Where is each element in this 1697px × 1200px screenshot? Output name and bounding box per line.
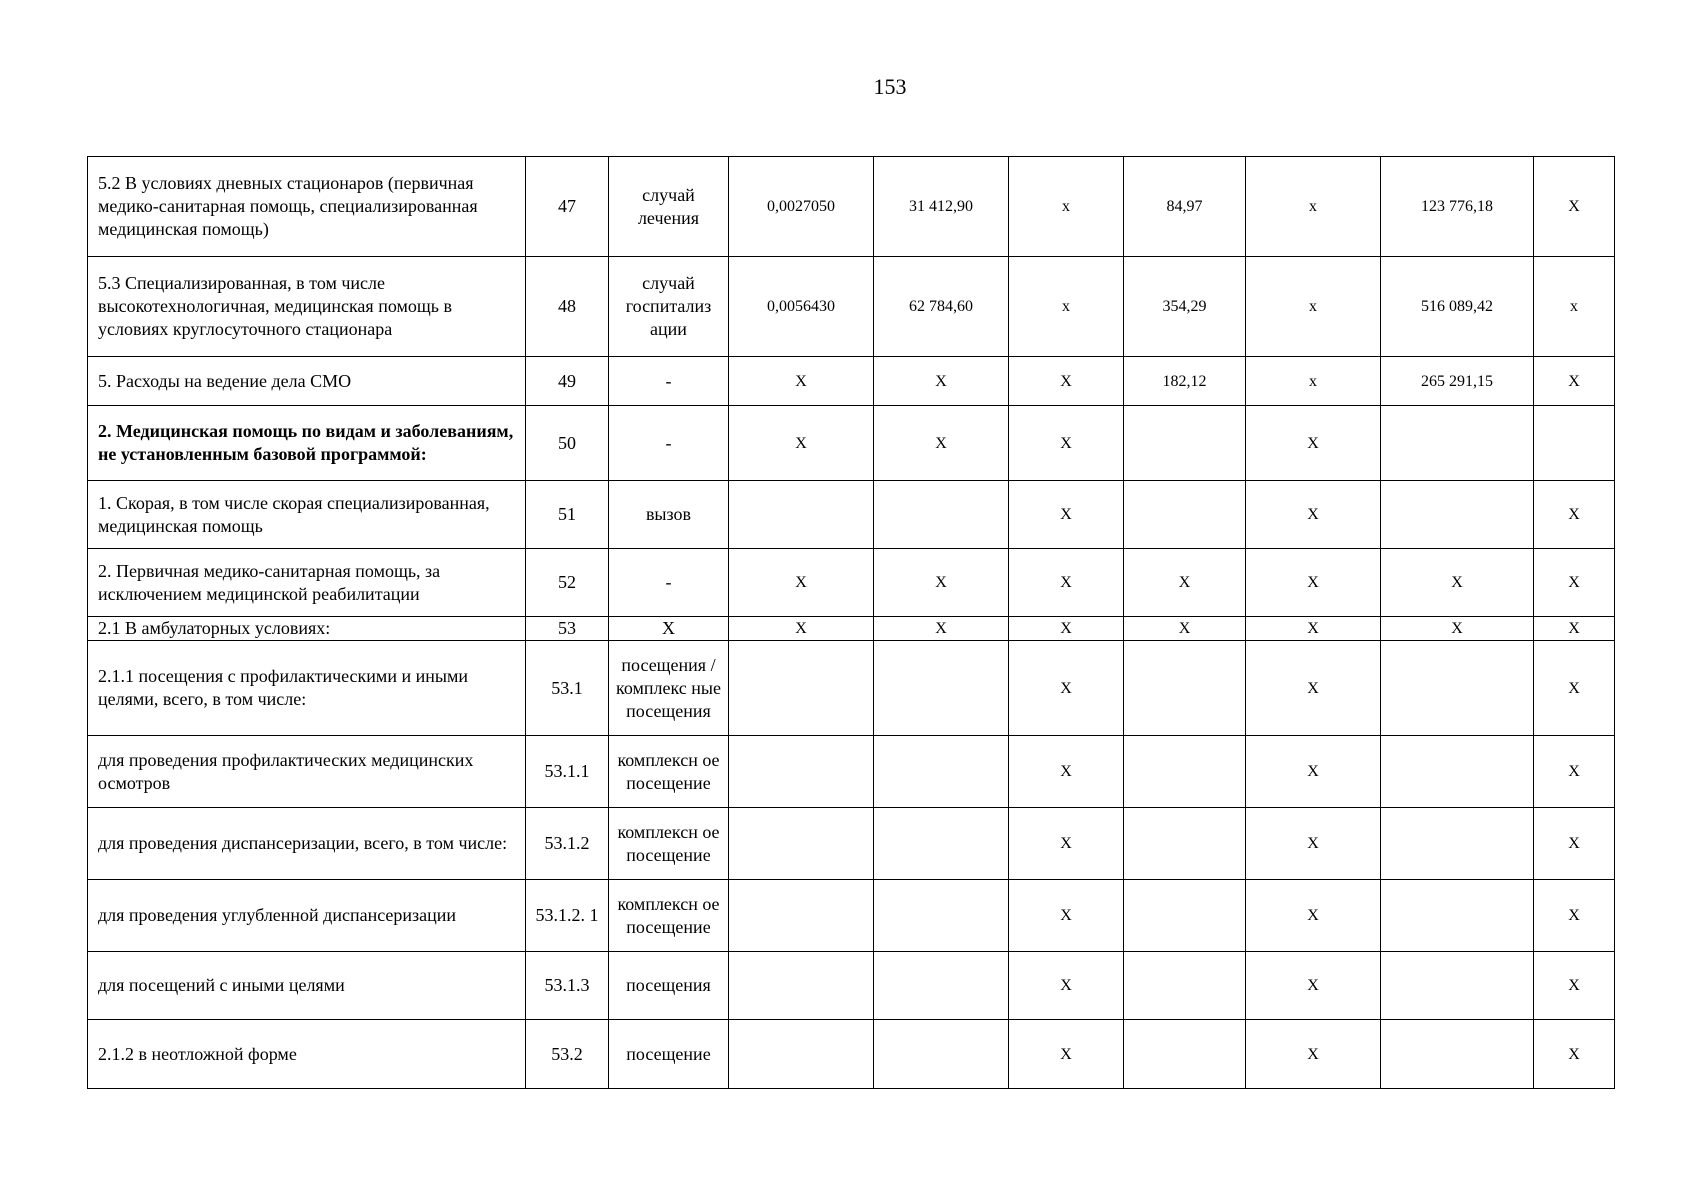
cell-col7: 84,97 <box>1124 157 1246 257</box>
cell-col7: 182,12 <box>1124 357 1246 406</box>
page-number: 153 <box>873 74 907 99</box>
cell-col8: X <box>1246 736 1381 808</box>
cell-col10: X <box>1534 736 1615 808</box>
cell-code: 53.1 <box>526 641 609 736</box>
cell-col6: X <box>1009 736 1124 808</box>
cell-col10: X <box>1534 1020 1615 1089</box>
table-row <box>88 880 1615 952</box>
cell-unit: посещение <box>609 1020 729 1089</box>
cell-col7: 354,29 <box>1124 257 1246 357</box>
cell-code: 53.1.2. 1 <box>526 880 609 952</box>
cell-code: 52 <box>526 549 609 617</box>
cell-col8: X <box>1246 617 1381 641</box>
cell-col6: X <box>1009 808 1124 880</box>
cell-code: 53 <box>526 617 609 641</box>
cell-col10 <box>1534 406 1615 481</box>
cell-col5 <box>874 736 1009 808</box>
cell-col4 <box>729 880 874 952</box>
cell-name: для проведения диспансеризации, всего, в том числе: <box>88 808 526 880</box>
cell-unit: посещения <box>609 952 729 1020</box>
cell-col9: 516 089,42 <box>1381 257 1534 357</box>
cell-col8: X <box>1246 641 1381 736</box>
cell-unit: - <box>609 357 729 406</box>
cell-col8: X <box>1246 1020 1381 1089</box>
cell-col4: 0,0056430 <box>729 257 874 357</box>
cell-col10: X <box>1534 481 1615 549</box>
cell-col7 <box>1124 406 1246 481</box>
table-row <box>88 481 1615 549</box>
cell-col9 <box>1381 406 1534 481</box>
cell-col4: X <box>729 617 874 641</box>
cell-unit: - <box>609 406 729 481</box>
cell-unit: - <box>609 549 729 617</box>
cell-col9 <box>1381 880 1534 952</box>
cell-name: 5.3 Специализированная, в том числе высокотехнологичная, медицинская помощь в условиях круглосуточного стационара <box>88 257 526 357</box>
cell-col4: X <box>729 549 874 617</box>
cell-col6: X <box>1009 641 1124 736</box>
cell-name: 2. Первичная медико-санитарная помощь, за исключением медицинской реабилитации <box>88 549 526 617</box>
cell-col8: X <box>1246 808 1381 880</box>
cell-unit: посещения /комплекс ные посещения <box>609 641 729 736</box>
cell-col9 <box>1381 808 1534 880</box>
cell-col5: X <box>874 549 1009 617</box>
cell-code: 53.2 <box>526 1020 609 1089</box>
cell-col7 <box>1124 952 1246 1020</box>
cell-col8: x <box>1246 357 1381 406</box>
cell-name: 2.1.2 в неотложной форме <box>88 1020 526 1089</box>
cell-col7: X <box>1124 617 1246 641</box>
cell-col4 <box>729 481 874 549</box>
cell-name: 5.2 В условиях дневных стационаров (первичная медико-санитарная помощь, специализированная медицинская помощь) <box>88 157 526 257</box>
cell-unit: X <box>609 617 729 641</box>
cell-col7 <box>1124 808 1246 880</box>
cell-col8: X <box>1246 880 1381 952</box>
table-row <box>88 808 1615 880</box>
cell-code: 47 <box>526 157 609 257</box>
cell-col5 <box>874 880 1009 952</box>
cell-col4 <box>729 808 874 880</box>
table-row <box>88 157 1615 257</box>
cell-code: 53.1.3 <box>526 952 609 1020</box>
cell-col6: x <box>1009 257 1124 357</box>
cell-col5 <box>874 808 1009 880</box>
cell-unit: вызов <box>609 481 729 549</box>
cell-col5: X <box>874 617 1009 641</box>
cell-col6: x <box>1009 157 1124 257</box>
cell-unit: комплексн ое посещение <box>609 808 729 880</box>
cell-col9: X <box>1381 549 1534 617</box>
cell-col9 <box>1381 641 1534 736</box>
cell-col7 <box>1124 736 1246 808</box>
cell-name: 1. Скорая, в том числе скорая специализированная, медицинская помощь <box>88 481 526 549</box>
cell-col9 <box>1381 952 1534 1020</box>
cell-unit: случай лечения <box>609 157 729 257</box>
table-row <box>88 357 1615 406</box>
cell-col7 <box>1124 880 1246 952</box>
table-row <box>88 617 1615 641</box>
cell-col4 <box>729 641 874 736</box>
data-table <box>87 156 1615 1089</box>
table-row <box>88 952 1615 1020</box>
cell-col5: 62 784,60 <box>874 257 1009 357</box>
cell-col9 <box>1381 736 1534 808</box>
cell-col8: x <box>1246 157 1381 257</box>
cell-unit: случай госпитализ ации <box>609 257 729 357</box>
cell-col6: X <box>1009 952 1124 1020</box>
cell-code: 48 <box>526 257 609 357</box>
cell-col6: X <box>1009 357 1124 406</box>
cell-col4: X <box>729 406 874 481</box>
cell-col9: 265 291,15 <box>1381 357 1534 406</box>
cell-col8: X <box>1246 481 1381 549</box>
cell-col7 <box>1124 1020 1246 1089</box>
cell-col6: X <box>1009 617 1124 641</box>
cell-col9 <box>1381 481 1534 549</box>
cell-code: 49 <box>526 357 609 406</box>
cell-col5 <box>874 1020 1009 1089</box>
cell-col5: X <box>874 406 1009 481</box>
cell-name: 2.1.1 посещения с профилактическими и иными целями, всего, в том числе: <box>88 641 526 736</box>
cell-code: 53.1.1 <box>526 736 609 808</box>
cell-col9: 123 776,18 <box>1381 157 1534 257</box>
cell-col6: X <box>1009 481 1124 549</box>
cell-col10: X <box>1534 617 1615 641</box>
cell-name: 5. Расходы на ведение дела СМО <box>88 357 526 406</box>
cell-col7: X <box>1124 549 1246 617</box>
cell-col10: X <box>1534 952 1615 1020</box>
cell-col6: X <box>1009 1020 1124 1089</box>
table-row <box>88 1020 1615 1089</box>
cell-name: для проведения профилактических медицинских осмотров <box>88 736 526 808</box>
cell-col5 <box>874 641 1009 736</box>
cell-unit: комплексн ое посещение <box>609 736 729 808</box>
cell-col7 <box>1124 641 1246 736</box>
cell-col7 <box>1124 481 1246 549</box>
cell-col9 <box>1381 1020 1534 1089</box>
cell-name: для посещений с иными целями <box>88 952 526 1020</box>
cell-code: 50 <box>526 406 609 481</box>
cell-col6: X <box>1009 549 1124 617</box>
cell-col4 <box>729 736 874 808</box>
cell-col8: X <box>1246 952 1381 1020</box>
cell-col10: X <box>1534 357 1615 406</box>
cell-col10: X <box>1534 641 1615 736</box>
cell-col10: x <box>1534 257 1615 357</box>
cell-col5 <box>874 952 1009 1020</box>
cell-name: 2.1 В амбулаторных условиях: <box>88 617 526 641</box>
cell-col10: X <box>1534 157 1615 257</box>
table-row <box>88 257 1615 357</box>
cell-col4 <box>729 1020 874 1089</box>
cell-col10: X <box>1534 880 1615 952</box>
table-row <box>88 641 1615 736</box>
cell-code: 51 <box>526 481 609 549</box>
cell-col6: X <box>1009 406 1124 481</box>
table-row <box>88 549 1615 617</box>
cell-name: 2. Медицинская помощь по видам и заболеваниям, не установленным базовой программой: <box>88 406 526 481</box>
cell-col10: X <box>1534 549 1615 617</box>
cell-col6: X <box>1009 880 1124 952</box>
cell-col4 <box>729 952 874 1020</box>
cell-col8: x <box>1246 257 1381 357</box>
cell-code: 53.1.2 <box>526 808 609 880</box>
cell-col8: X <box>1246 406 1381 481</box>
cell-col5 <box>874 481 1009 549</box>
cell-col5: 31 412,90 <box>874 157 1009 257</box>
cell-col4: 0,0027050 <box>729 157 874 257</box>
table-row <box>88 406 1615 481</box>
table-row <box>88 736 1615 808</box>
cell-name: для проведения углубленной диспансеризации <box>88 880 526 952</box>
cell-col8: X <box>1246 549 1381 617</box>
cell-unit: комплексн ое посещение <box>609 880 729 952</box>
cell-col5: X <box>874 357 1009 406</box>
cell-col4: X <box>729 357 874 406</box>
cell-col10: X <box>1534 808 1615 880</box>
cell-col9: X <box>1381 617 1534 641</box>
